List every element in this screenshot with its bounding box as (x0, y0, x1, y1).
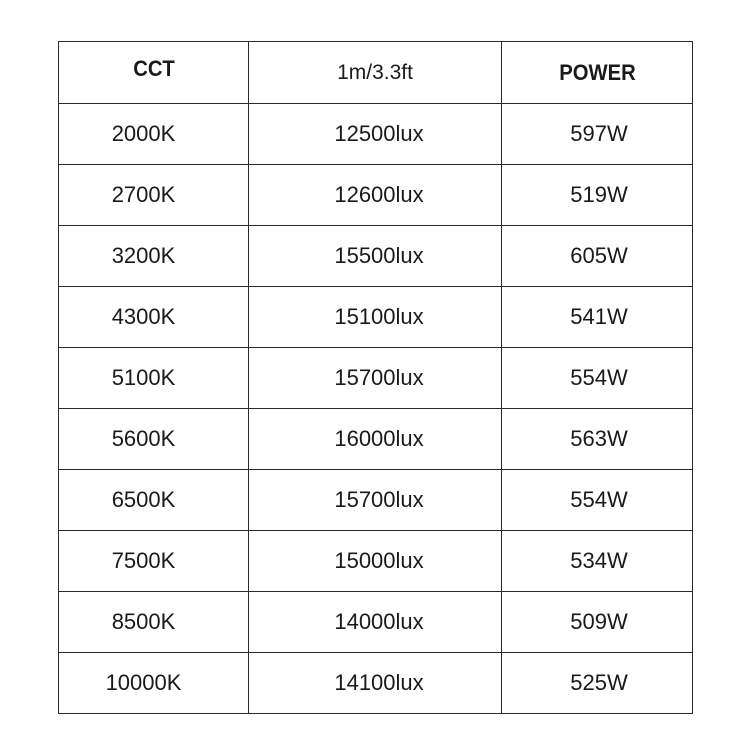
table-row (59, 348, 693, 409)
cell-cct: 10000K (59, 653, 249, 714)
cell-power: 554W (502, 348, 693, 409)
cell-lux: 16000lux (249, 409, 502, 470)
cell-power: 597W (502, 104, 693, 165)
header-row (59, 42, 693, 104)
table-row (59, 470, 693, 531)
header-distance: 1m/3.3ft (249, 42, 502, 104)
table-row (59, 653, 693, 714)
cell-lux: 15100lux (249, 287, 502, 348)
cell-power: 509W (502, 592, 693, 653)
table-row (59, 531, 693, 592)
spec-table (58, 41, 693, 714)
cell-cct: 2000K (59, 104, 249, 165)
cell-power: 554W (502, 470, 693, 531)
table-row (59, 165, 693, 226)
cell-cct: 8500K (59, 592, 249, 653)
cell-power: 534W (502, 531, 693, 592)
cell-power: 563W (502, 409, 693, 470)
cell-cct: 7500K (59, 531, 249, 592)
table-row (59, 226, 693, 287)
cell-lux: 15000lux (249, 531, 502, 592)
cell-power: 541W (502, 287, 693, 348)
cell-cct: 2700K (59, 165, 249, 226)
cell-cct: 5600K (59, 409, 249, 470)
cell-power: 519W (502, 165, 693, 226)
header-power: POWER (509, 42, 685, 104)
cell-lux: 14100lux (249, 653, 502, 714)
table-row (59, 409, 693, 470)
header-cct: CCT (66, 42, 241, 104)
cell-lux: 15700lux (249, 348, 502, 409)
cell-lux: 15700lux (249, 470, 502, 531)
cell-lux: 12500lux (249, 104, 502, 165)
cell-lux: 12600lux (249, 165, 502, 226)
cell-cct: 3200K (59, 226, 249, 287)
table-row (59, 287, 693, 348)
cell-lux: 15500lux (249, 226, 502, 287)
cell-cct: 5100K (59, 348, 249, 409)
cell-cct: 6500K (59, 470, 249, 531)
cell-lux: 14000lux (249, 592, 502, 653)
cell-cct: 4300K (59, 287, 249, 348)
table-row (59, 592, 693, 653)
cell-power: 605W (502, 226, 693, 287)
cell-power: 525W (502, 653, 693, 714)
table-row (59, 104, 693, 165)
